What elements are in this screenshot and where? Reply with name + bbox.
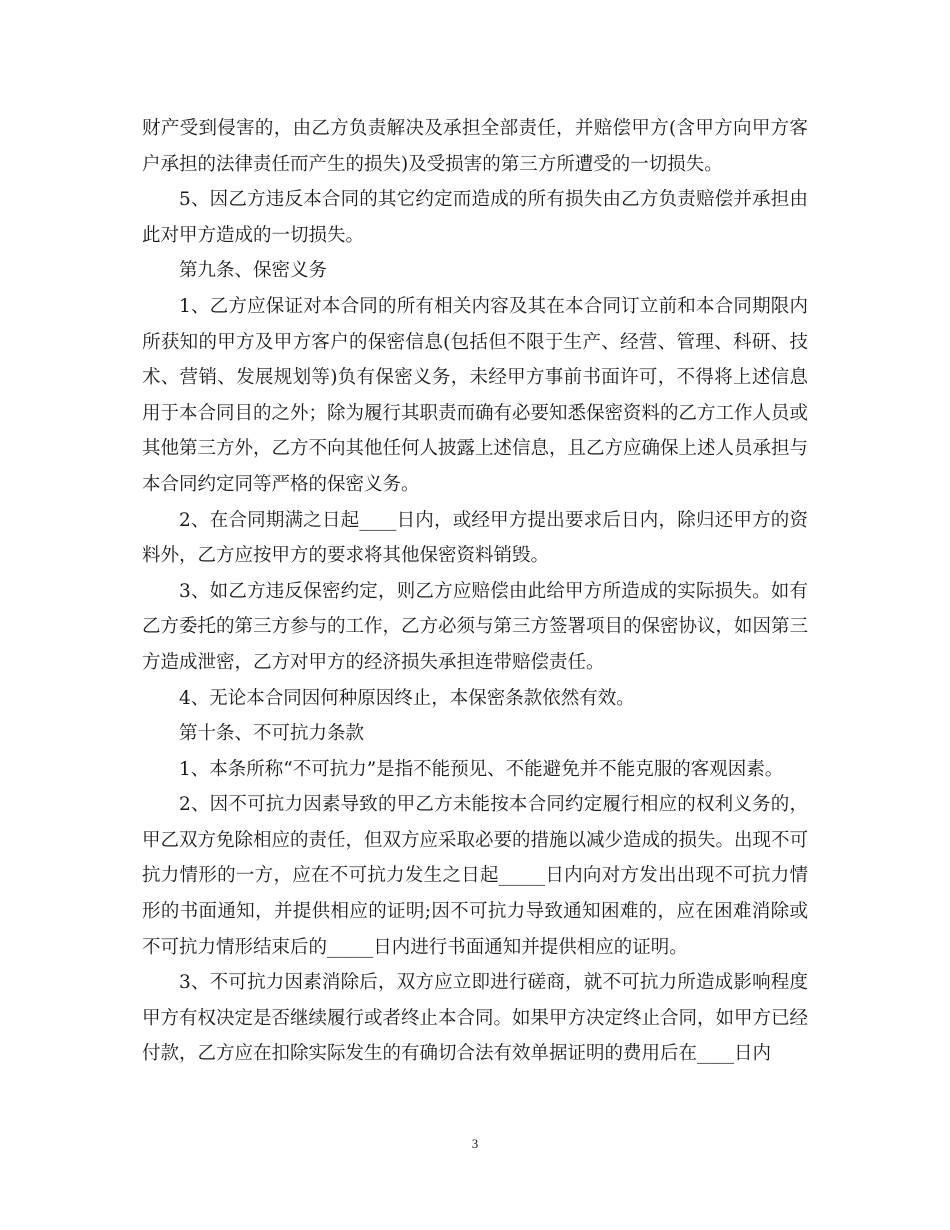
page-number: 3 — [471, 1136, 479, 1151]
article-heading-10: 第十条、不可抗力条款 — [179, 723, 365, 745]
paragraph-clause-10-1: 1、本条所称“不可抗力”是指不能预见、不能避免并不能克服的客观因素。 — [179, 758, 784, 780]
page-body — [142, 111, 808, 1072]
paragraph-clause-9-3: 3、如乙方违反保密约定，则乙方应赔偿由此给甲方所造成的实际损失。如有乙方委托的第三方参与的工作，乙方必须与第三方签署项目的保密协议，如因第三方造成泄密，乙方对甲方的经济损失承担连带赔偿责任。 — [142, 580, 809, 673]
paragraph-clause-9-1: 1、乙方应保证对本合同的所有相关内容及其在本合同订立前和本合同期限内所获知的甲方及甲方客户的保密信息(包括但不限于生产、经营、管理、科研、技术、营销、发展规划等)负有保密义务，未经甲方事前书面许可，不得将上述信息用于本合同目的之外；除为履行其职责而确有必要知悉保密资料的乙方工作人员或其他第三方外，乙方不向其他任何人披露上述信息，且乙方应确保上述人员承担与本合同约定同等严格的保密义务。 — [142, 295, 809, 495]
paragraph-clause-10-3: 3、不可抗力因素消除后，双方应立即进行磋商，就不可抗力所造成影响程度甲方有权决定是否继续履行或者终止本合同。如果甲方决定终止合同，如甲方已经付款，乙方应在扣除实际发生的有确切合法有效单据证明的费用后在____日内 — [142, 972, 809, 1065]
paragraph-continuation: 财产受到侵害的，由乙方负责解决及承担全部责任，并赔偿甲方(含甲方向甲方客户承担的法律责任而产生的损失)及受损害的第三方所遭受的一切损失。 — [142, 118, 808, 175]
article-heading-9: 第九条、保密义务 — [179, 260, 328, 282]
paragraph-clause-8-5: 5、因乙方违反本合同的其它约定而造成的所有损失由乙方负责赔偿并承担由此对甲方造成的一切损失。 — [142, 189, 808, 246]
paragraph-clause-10-2: 2、因不可抗力因素导致的甲乙方未能按本合同约定履行相应的权利义务的，甲乙双方免除相应的责任，但双方应采取必要的措施以减少造成的损失。出现不可抗力情形的一方，应在不可抗力发生之日起_____日内向对方发出出现不可抗力情形的书面通知，并提供相应的证明;因不可抗力导致通知困难的，应在困难消除或不可抗力情形结束后的_____日内进行书面通知并提供相应的证明。 — [142, 794, 809, 958]
paragraph-clause-9-2: 2、在合同期满之日起____日内，或经甲方提出要求后日内，除归还甲方的资料外，乙方应按甲方的要求将其他保密资料销毁。 — [142, 509, 808, 567]
paragraph-clause-9-4: 4、无论本合同因何种原因终止，本保密条款依然有效。 — [179, 687, 635, 709]
